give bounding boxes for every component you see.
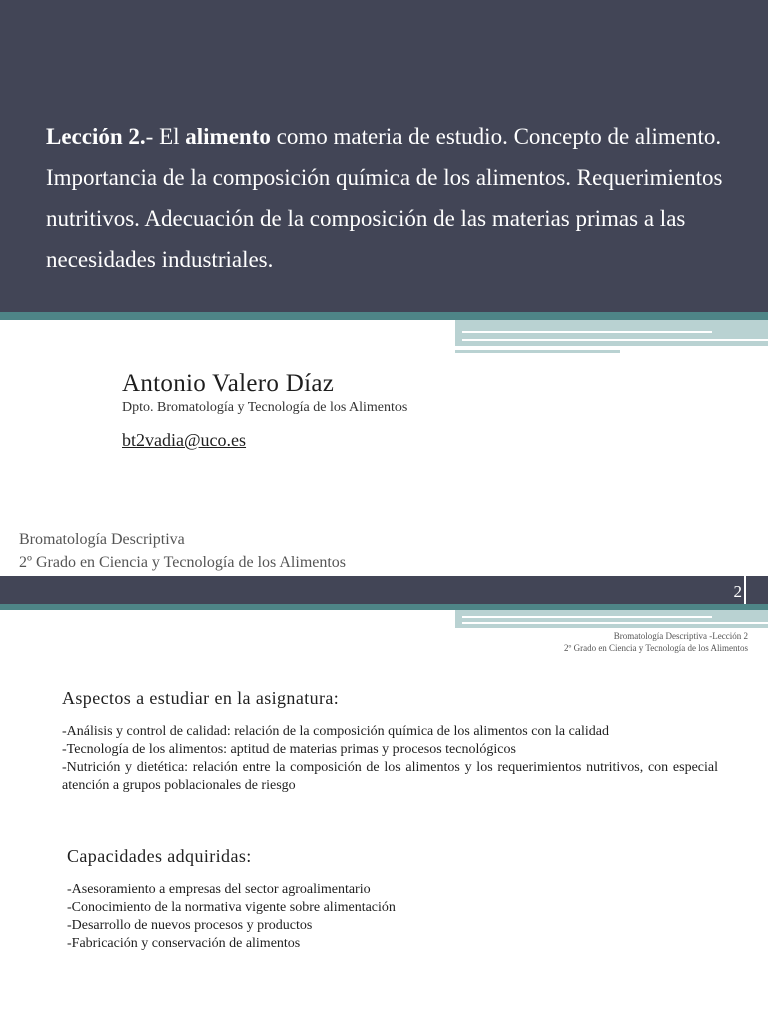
capacities-list [67,881,567,953]
list-item: -Desarrollo de nuevos procesos y productos [67,918,313,933]
title-text-a: - El [145,124,186,149]
title-text-b: como materia de estudio. Concepto de alimento. Importancia de la composición química de los alimentos. Requerimientos nutritivos. Adecuación de la composición de las materias primas a las necesidades industriales. [46,124,723,272]
list-item: -Fabricación y conservación de alimentos [67,936,301,951]
running-header [564,630,748,654]
aspects-section [62,688,718,795]
lesson-title [46,116,746,280]
running-header-line1: Bromatología Descriptiva -Lección 2 [613,631,748,641]
author-department: Dpto. Bromatología y Tecnología de los Alimentos [122,400,408,415]
title-emphasis: alimento [185,124,271,149]
content-slide [0,576,768,1024]
author-email-link[interactable]: bt2vadia@uco.es [122,430,247,450]
list-item: -Análisis y control de calidad: relación de la composición química de los alimentos con la calidad [62,724,609,739]
aspects-list [62,723,718,795]
author-name: Antonio Valero Díaz [122,370,335,397]
running-header-line2: 2º Grado en Ciencia y Tecnología de los Alimentos [564,643,748,653]
title-band [0,0,768,312]
course-subject: Bromatología Descriptiva [19,531,185,548]
page-number-divider [744,576,746,604]
aspects-heading: Aspectos a estudiar en la asignatura: [62,688,340,708]
course-info [19,528,346,574]
header-bar [0,576,768,604]
capacities-heading: Capacidades adquiridas: [67,846,252,866]
list-item: -Conocimiento de la normativa vigente sobre alimentación [67,900,396,915]
list-item: -Tecnología de los alimentos: aptitud de materias primas y procesos tecnológicos [62,742,516,757]
list-item: -Asesoramiento a empresas del sector agroalimentario [67,882,371,897]
capacities-section [67,846,567,953]
author-block [122,370,407,451]
course-degree: 2º Grado en Ciencia y Tecnología de los Alimentos [19,554,347,571]
page-number: 2 [733,582,742,601]
list-item: -Nutrición y dietética: relación entre la composición de los alimentos y los requerimientos nutritivos, con especial atención a grupos poblacionales de riesgo [62,760,718,793]
lesson-number: Lección 2. [46,124,146,149]
